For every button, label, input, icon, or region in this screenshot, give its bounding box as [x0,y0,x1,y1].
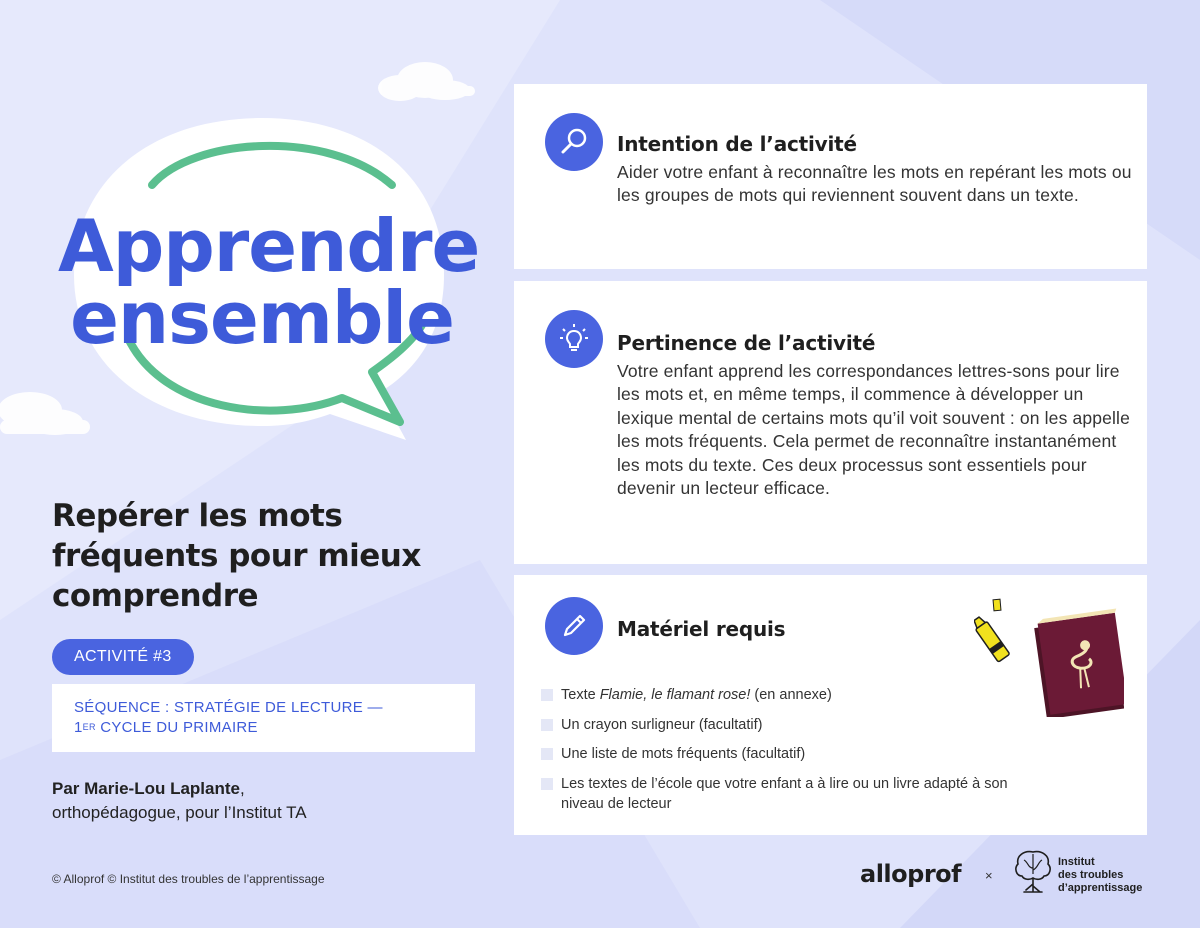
sequence-line-1: SÉQUENCE : STRATÉGIE DE LECTURE — [74,699,383,716]
list-item: Un crayon surligneur (facultatif) [541,715,1041,735]
pencil-icon [545,597,603,655]
times-symbol: × [985,868,993,883]
list-item: Une liste de mots fréquents (facultatif) [541,744,1041,764]
sequence-line-2: 1ER CYCLE DU PRIMAIRE [74,719,258,736]
materiel-list [541,685,1041,823]
intention-card [514,84,1147,269]
copyright: © Alloprof © Institut des troubles de l’apprentissage [52,872,325,886]
page-title: Repérer les mots fréquents pour mieux comprendre [52,498,421,614]
pertinence-title: Pertinence de l’activité [617,331,876,355]
author-block: Par Marie-Lou Laplante, orthopédagogue, pour l’Institut TA [52,779,307,822]
intention-body: Aider votre enfant à reconnaître les mots en repérant les mots ou les groupes de mots qui reviennent souvent dans un texte. [617,162,1132,206]
author-role: orthopédagogue, pour l’Institut TA [52,803,307,822]
intention-title: Intention de l’activité [617,132,857,156]
checkbox-icon [541,719,553,731]
author-name: Par Marie-Lou Laplante [52,779,240,798]
logo-line-2: ensemble [70,276,454,360]
checkbox-icon [541,689,553,701]
apprendre-ensemble-logo [58,110,480,460]
list-item: Les textes de l’école que votre enfant a à lire ou un livre adapté à son niveau de lecteur [541,774,1041,814]
sequence-box [52,684,475,752]
ita-logo-text: Institut des troubles d’apprentissage [1058,856,1143,894]
checkbox-icon [541,748,553,760]
materiel-title: Matériel requis [617,617,786,641]
magnifier-icon [545,113,603,171]
alloprof-logo: alloprof [860,860,962,888]
lightbulb-icon [545,310,603,368]
checkbox-icon [541,778,553,790]
list-item: Texte Flamie, le flamant rose! (en annexe) [541,685,1041,705]
brain-tree-icon [1012,848,1054,896]
activity-badge: ACTIVITÉ #3 [52,639,194,675]
logo-line-1: Apprendre [58,204,480,288]
pertinence-card [514,281,1147,564]
materiel-card [514,575,1147,835]
pertinence-body: Votre enfant apprend les correspondances lettres-sons pour lire les mots et, en même temps, il commence à développer un lexique mental de certains mots qu’il voit souvent : on les appelle les mots fréquents. Cela permet de reconnaître instantanément les mots du texte. Ces deux processus sont essentiels pour devenir un lecteur efficace. [617,361,1130,499]
